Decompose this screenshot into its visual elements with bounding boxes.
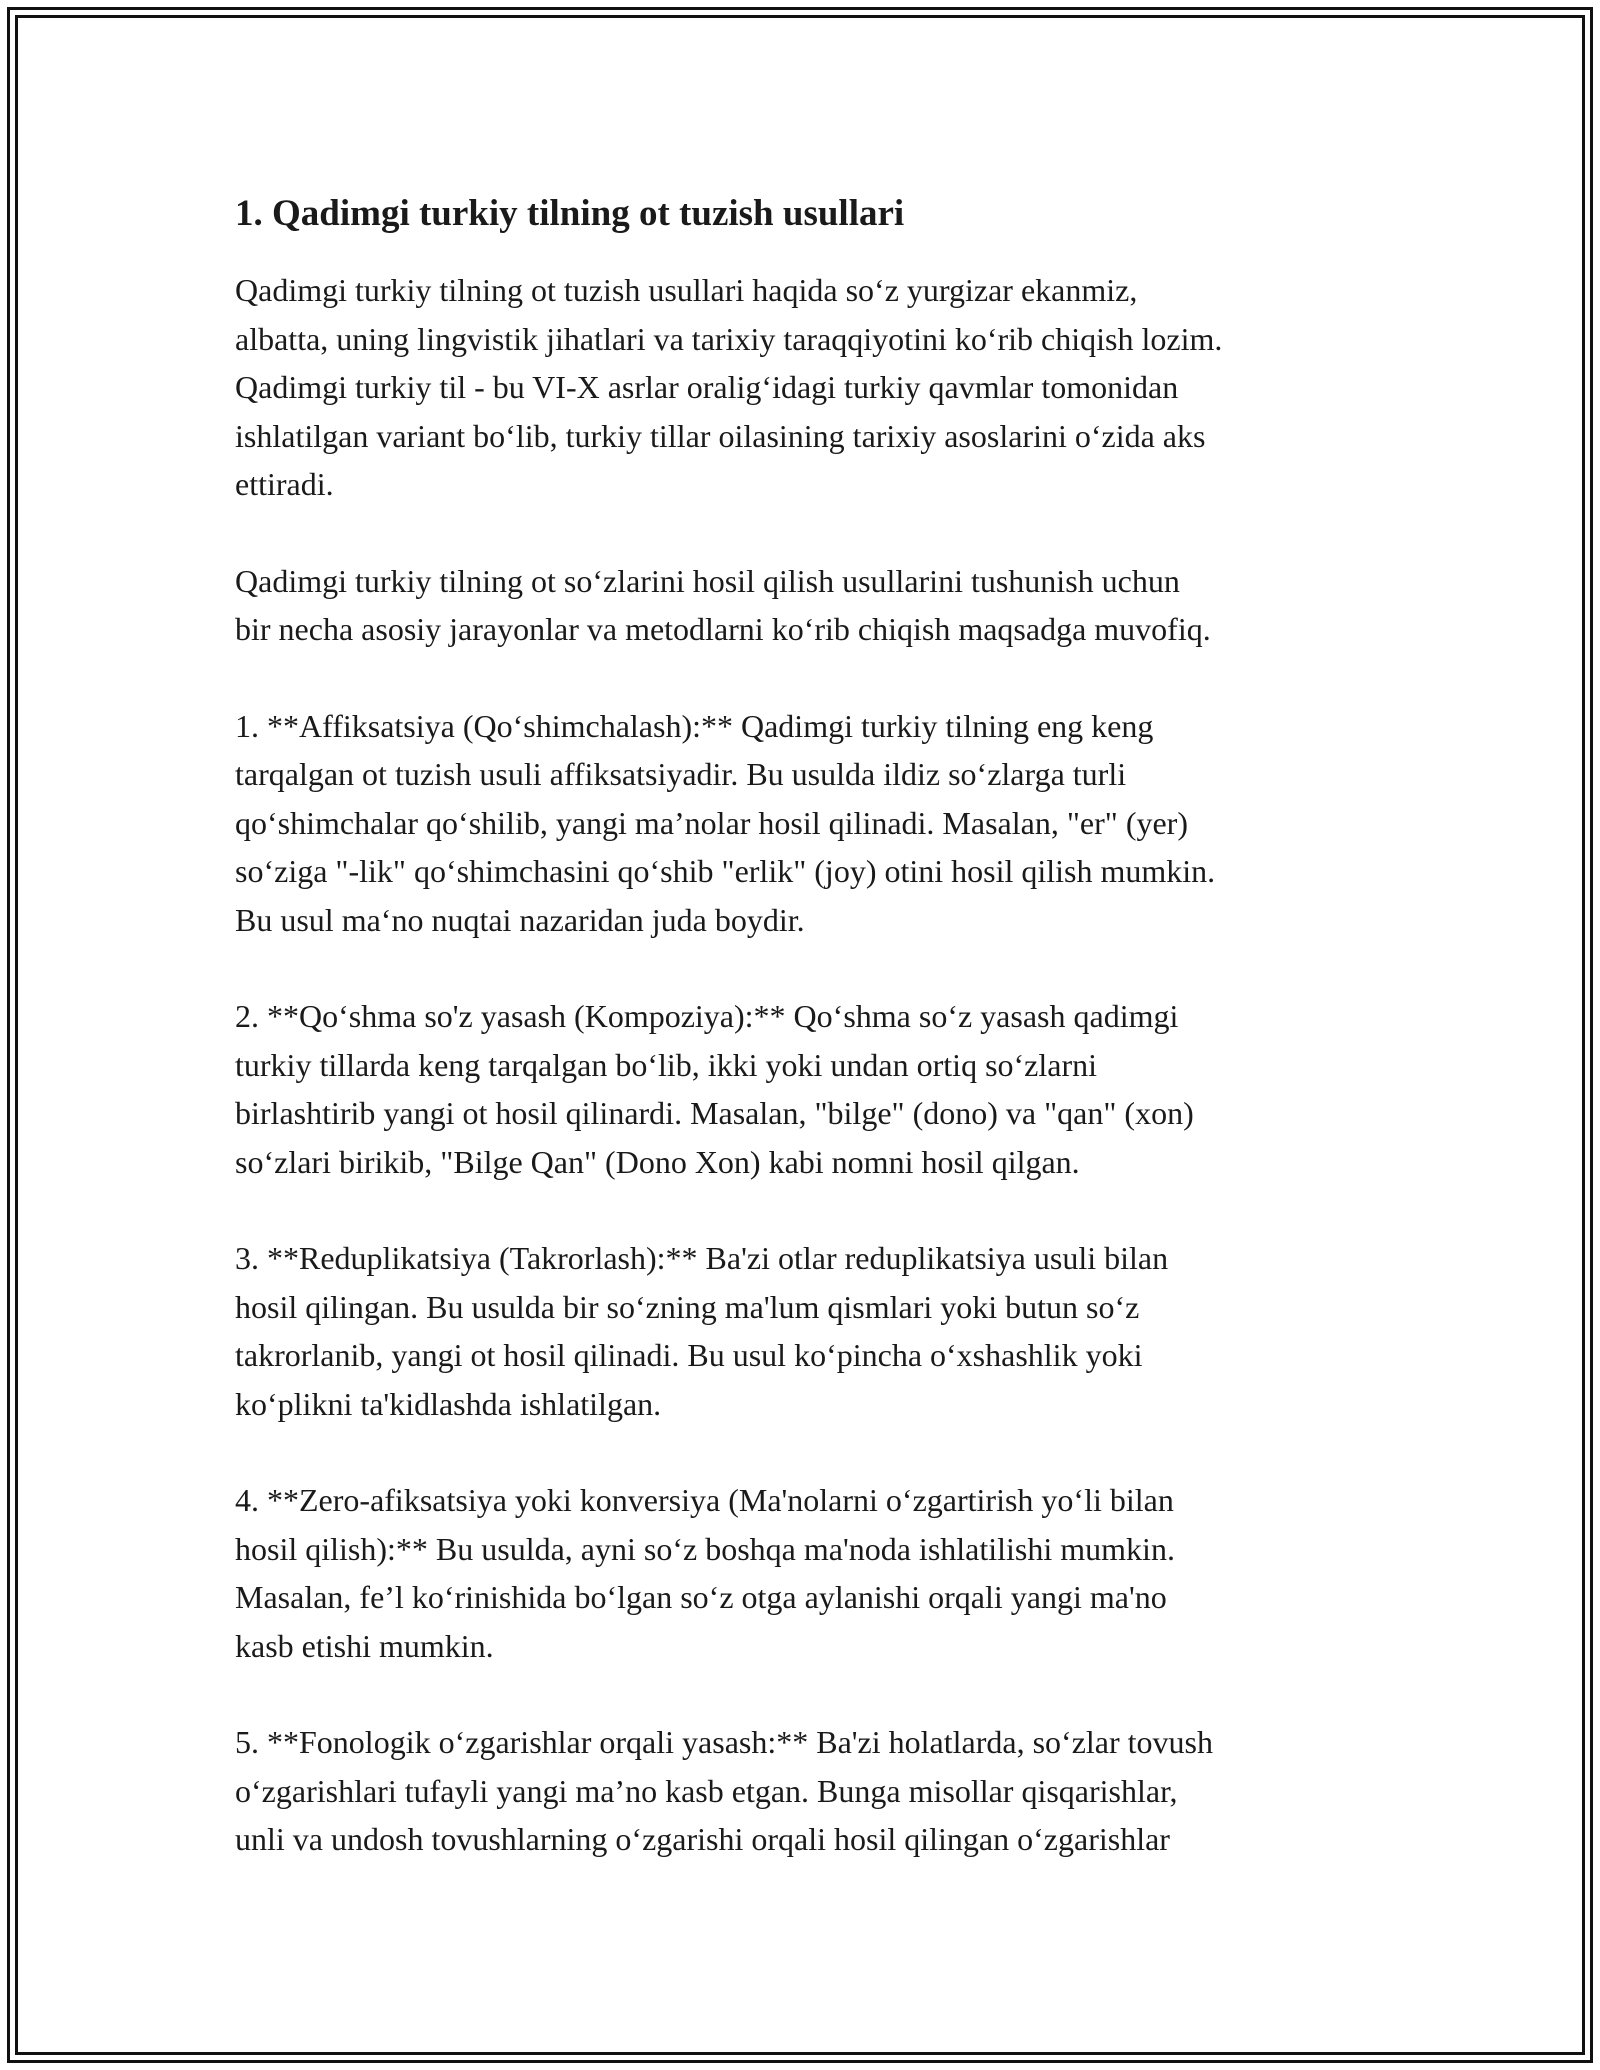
paragraph-overview: Qadimgi turkiy tilning ot so‘zlarini hosil qilish usullarini tushunish uchun bir necha asosiy jarayonlar va metodlarni ko‘rib chiqish maqsadga muvofiq. <box>235 562 1211 647</box>
document-title: 1. Qadimgi turkiy tilning ot tuzish usullari <box>235 193 905 234</box>
paragraph-fonologik: 5. **Fonologik o‘zgarishlar orqali yasash:** Ba'zi holatlarda, so‘zlar tovush o‘zgarishlari tufayli yangi ma’no kasb etgan. Bunga misollar qisqarishlar, unli va undosh tovushlarning o‘zgarishi orqali hosil qilingan o‘zgarishlar <box>235 1724 1213 1857</box>
paragraph-kompoziya: 2. **Qo‘shma so'z yasash (Kompoziya):** Qo‘shma so‘z yasash qadimgi turkiy tillarda keng tarqalgan bo‘lib, ikki yoki undan ortiq so‘zlarni birlashtirib yangi ot hosil qilinardi. Masalan, "bilge" (dono) va "qan" (xon) so‘zlari birikib, "Bilge Qan" (Dono Xon) kabi nomni hosil qilgan. <box>235 998 1194 1180</box>
paragraph-intro: Qadimgi turkiy tilning ot tuzish usullari haqida so‘z yurgizar ekanmiz, albatta, uning lingvistik jihatlari va tarixiy taraqqiyotini ko‘rib chiqish lozim. Qadimgi turkiy til - bu VI-X asrlar oralig‘idagi turkiy qavmlar tomonidan ishlatilgan variant bo‘lib, turkiy tillar oilasining tarixiy asoslarini o‘zida aks ettiradi. <box>235 272 1223 502</box>
paragraph-reduplikatsiya: 3. **Reduplikatsiya (Takrorlash):** Ba'zi otlar reduplikatsiya usuli bilan hosil qilingan. Bu usulda bir so‘zning ma'lum qismlari yoki butun so‘z takrorlanib, yangi ot hosil qilinadi. Bu usul ko‘pincha o‘xshashlik yoki ko‘plikni ta'kidlashda ishlatilgan. <box>235 1240 1169 1422</box>
document-body <box>235 186 1395 1912</box>
paragraph-affiksatsiya: 1. **Affiksatsiya (Qo‘shimchalash):** Qadimgi turkiy tilning eng keng tarqalgan ot tuzish usuli affiksatsiyadir. Bu usulda ildiz so‘zlarga turli qo‘shimchalar qo‘shilib, yangi ma’nolar hosil qilinadi. Masalan, "er" (yer) so‘ziga "-lik" qo‘shimchasini qo‘shib "erlik" (joy) otini hosil qilish mumkin. Bu usul ma‘no nuqtai nazaridan juda boydir. <box>235 707 1216 938</box>
paragraph-konversiya: 4. **Zero-afiksatsiya yoki konversiya (Ma'nolarni o‘zgartirish yo‘li bilan hosil qilish):** Bu usulda, ayni so‘z boshqa ma'noda ishlatilishi mumkin. Masalan, fe’l ko‘rinishida bo‘lgan so‘z otga aylanishi orqali yangi ma'no kasb etishi mumkin. <box>235 1482 1175 1664</box>
